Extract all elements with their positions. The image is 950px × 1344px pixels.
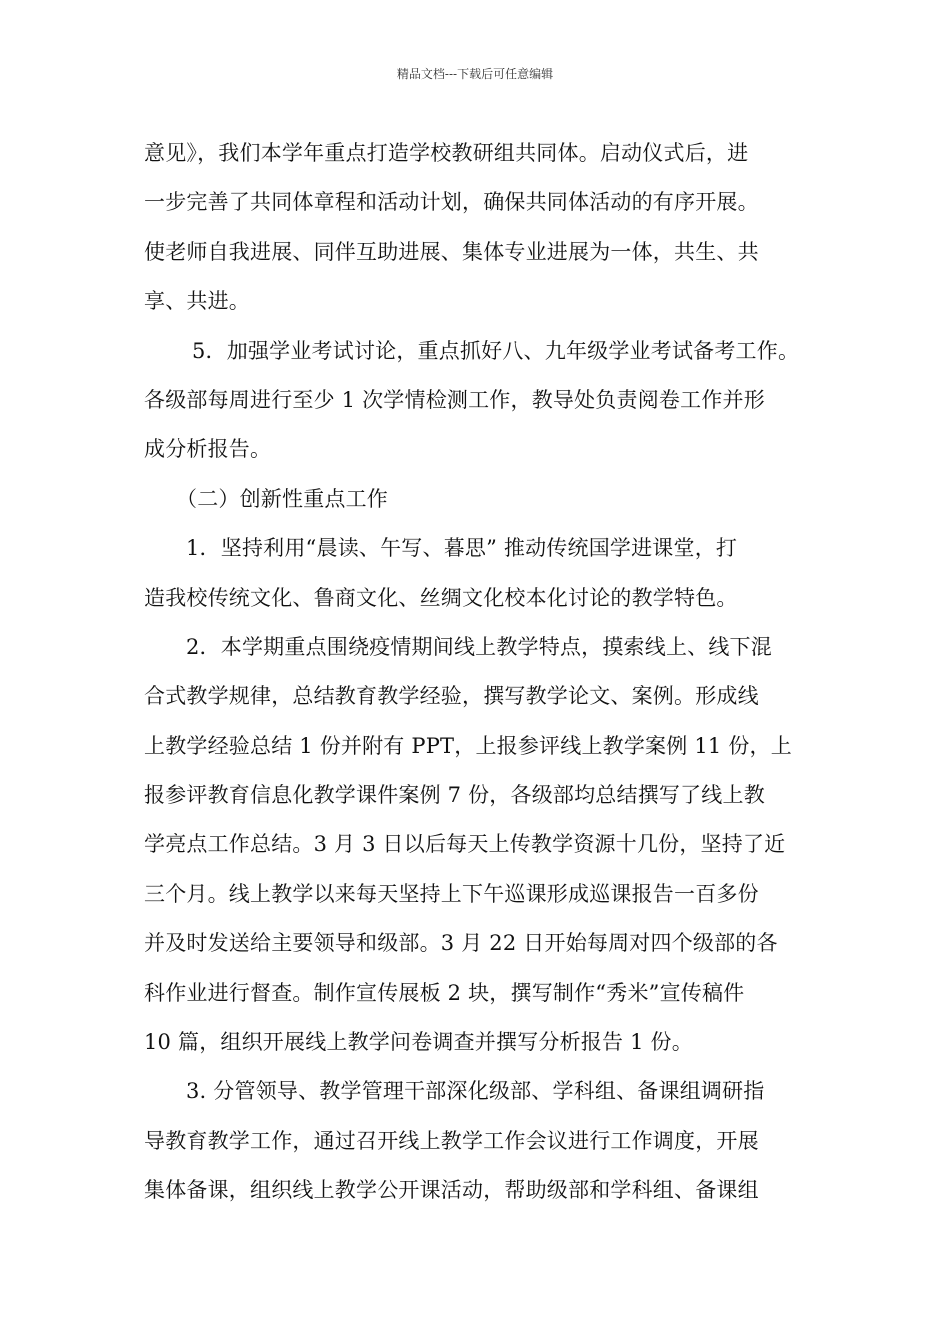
paragraph-line: 合式教学规律，总结教育教学经验，撰写教学论文、案例。形成线 — [144, 684, 759, 709]
paragraph-line: 各级部每周进行至少 1 次学情检测工作，教导处负责阅卷工作并形 — [144, 387, 765, 412]
section-heading: （二）创新性重点工作 — [176, 486, 388, 511]
paragraph-line: 上教学经验总结 1 份并附有 PPT，上报参评线上教学案例 11 份，上 — [144, 733, 792, 758]
paragraph-line: 学亮点工作总结。3 月 3 日以后每天上传教学资源十几份，坚持了近 — [144, 832, 786, 857]
paragraph-line: 三个月。线上教学以来每天坚持上下午巡课形成巡课报告一百多份 — [144, 881, 759, 906]
paragraph-line: 一步完善了共同体章程和活动计划，确保共同体活动的有序开展。 — [144, 190, 759, 215]
paragraph-line: 导教育教学工作，通过召开线上教学工作会议进行工作调度，开展 — [144, 1128, 759, 1153]
paragraph-line: 造我校传统文化、鲁商文化、丝绸文化校本化讨论的教学特色。 — [144, 585, 738, 610]
paragraph-line: 5．加强学业考试讨论，重点抓好八、九年级学业考试备考工作。 — [192, 338, 800, 363]
paragraph-line: 集体备课，组织线上教学公开课活动，帮助级部和学科组、备课组 — [144, 1178, 759, 1203]
paragraph-line: 成分析报告。 — [144, 437, 272, 462]
page-header: 精品文档---下载后可任意编辑 — [396, 67, 554, 81]
document-body — [144, 129, 808, 1216]
paragraph-line: 意见》，我们本学年重点打造学校教研组共同体。启动仪式后，进 — [144, 141, 749, 165]
paragraph-line: 使老师自我进展、同伴互助进展、集体专业进展为一体，共生、共 — [144, 239, 759, 264]
paragraph-line: 10 篇，组织开展线上教学问卷调查并撰写分析报告 1 份。 — [144, 1030, 693, 1055]
paragraph-line: 享、共进。 — [144, 289, 250, 314]
paragraph-line: 并及时发送给主要领导和级部。3 月 22 日开始每周对四个级部的各 — [144, 931, 778, 956]
paragraph-line: 报参评教育信息化教学课件案例 7 份，各级部均总结撰写了线上教 — [144, 783, 765, 808]
paragraph-line: 3. 分管领导、教学管理干部深化级部、学科组、备课组调研指 — [186, 1079, 765, 1104]
paragraph-line: 科作业进行督查。制作宣传展板 2 块，撰写制作“秀米”宣传稿件 — [144, 980, 745, 1005]
paragraph-line: 2．本学期重点围绕疫情期间线上教学特点，摸索线上、线下混 — [186, 634, 772, 659]
paragraph-line: 1．坚持利用“晨读、午写、暮思” 推动传统国学进课堂，打 — [186, 536, 738, 561]
